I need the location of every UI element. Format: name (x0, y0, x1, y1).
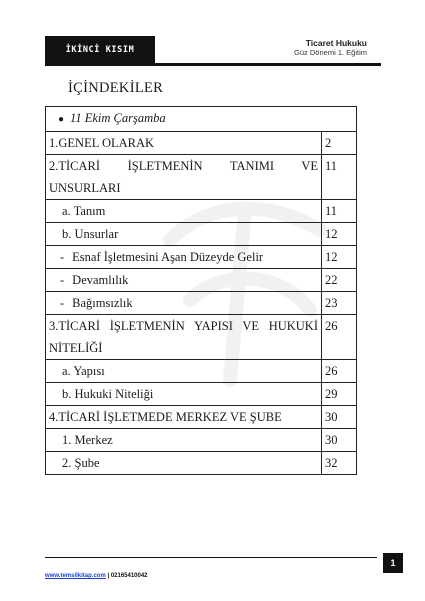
toc-entry-label: Esnaf İşletmesini Aşan Düzeyde Gelir (72, 250, 264, 264)
toc-entry: a. Tanım (46, 200, 322, 223)
table-row (46, 107, 357, 132)
dash-icon: - (60, 296, 65, 310)
table-row (46, 223, 357, 246)
course-subtitle: Güz Dönemi 1. Eğitim (294, 48, 367, 57)
toc-page: 12 (322, 246, 357, 269)
toc-page: 26 (322, 315, 357, 360)
section-label: İKİNCİ KISIM (45, 36, 155, 64)
phone-number: 02165410042 (110, 573, 148, 579)
table-row (46, 406, 357, 429)
website-link[interactable]: www.temsilkitap.com (45, 573, 106, 579)
toc-entry: 3.TİCARİ İŞLETMENİN YAPISI VE HUKUKİ NİTELİĞİ (46, 315, 322, 360)
header-rule (45, 63, 381, 66)
table-row (46, 200, 357, 223)
footer-rule (45, 557, 377, 558)
toc-entry (46, 269, 322, 292)
toc-page: 23 (322, 292, 357, 315)
toc-page: 22 (322, 269, 357, 292)
toc-page: 26 (322, 360, 357, 383)
table-row (46, 452, 357, 475)
toc-entry: b. Unsurlar (46, 223, 322, 246)
toc-entry-label: Bağımsızlık (72, 296, 133, 310)
toc-page: 29 (322, 383, 357, 406)
table-row (46, 269, 357, 292)
toc-page: 30 (322, 406, 357, 429)
bullet-icon: ● (58, 114, 65, 125)
toc-entry: a. Yapısı (46, 360, 322, 383)
toc-title: İÇİNDEKİLER (68, 80, 164, 96)
toc-page: 11 (322, 200, 357, 223)
toc-entry: 2. Şube (46, 452, 322, 475)
date-cell (46, 107, 357, 132)
toc-entry: b. Hukuki Niteliği (46, 383, 322, 406)
toc-page: 2 (322, 132, 357, 155)
table-row (46, 360, 357, 383)
course-title: Ticaret Hukuku (305, 38, 367, 48)
table-row (46, 132, 357, 155)
page-number: 1 (383, 553, 403, 573)
toc-entry: 1.GENEL OLARAK (46, 132, 322, 155)
toc-page: 32 (322, 452, 357, 475)
toc-page: 11 (322, 155, 357, 200)
footer-info (45, 573, 148, 579)
table-row (46, 429, 357, 452)
toc-page: 12 (322, 223, 357, 246)
table-row (46, 155, 357, 200)
date-label: 11 Ekim Çarşamba (70, 111, 166, 125)
toc-page: 30 (322, 429, 357, 452)
table-row (46, 246, 357, 269)
toc-entry (46, 246, 322, 269)
table-row (46, 292, 357, 315)
dash-icon: - (60, 273, 65, 287)
toc-entry (46, 292, 322, 315)
toc-entry: 4.TİCARİ İŞLETMEDE MERKEZ VE ŞUBE (46, 406, 322, 429)
table-row (46, 383, 357, 406)
course-header (294, 38, 367, 58)
toc-entry: 2.TİCARİ İŞLETMENİN TANIMI VE UNSURLARI (46, 155, 322, 200)
toc-entry: 1. Merkez (46, 429, 322, 452)
dash-icon: - (60, 250, 65, 264)
toc-table (45, 106, 357, 475)
footer-separator: | (105, 573, 111, 579)
table-row (46, 315, 357, 360)
toc-entry-label: Devamlılık (72, 273, 129, 287)
